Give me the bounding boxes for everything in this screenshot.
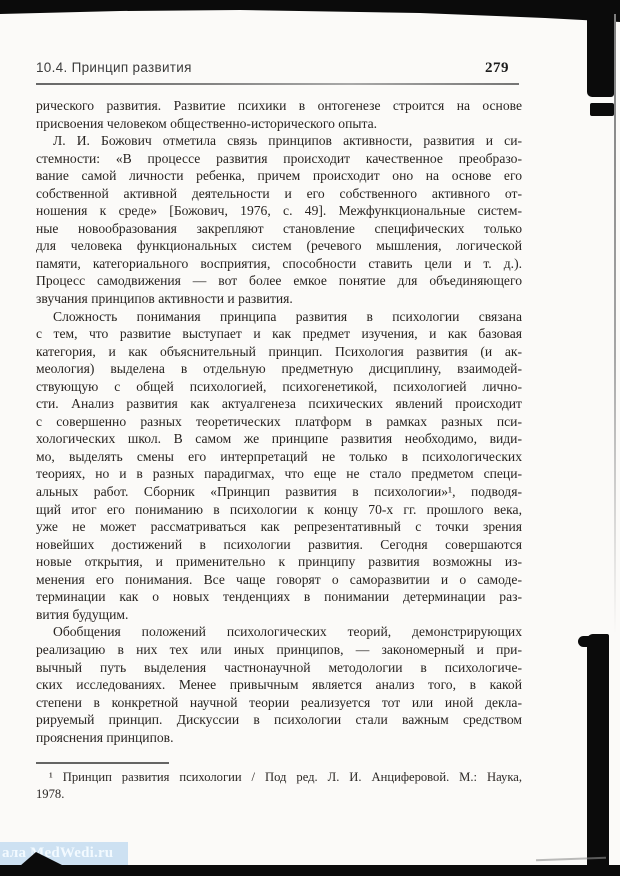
text-line: Л. И. Божович отметила связь принципов активности, развития и си-	[53, 133, 522, 149]
text-line: меология) выделена в отдельную предметную дисциплину, взаимодей-	[36, 361, 522, 377]
scan-edge-top-artifact	[0, 0, 620, 22]
watermark-text: ала MedWedi.ru	[2, 845, 114, 861]
text-line: категория, и как объяснительный принцип. Психология развития (и ак-	[36, 343, 522, 359]
scan-edge-bottom-artifact	[0, 865, 620, 876]
text-line: присвоения человеком общественно-исторического опыта.	[36, 115, 378, 131]
text-line: собственной активной деятельности и его собственного активного от-	[36, 185, 522, 201]
text-line: новые открытия, и применительно к принципу развития возможны из-	[36, 554, 522, 570]
scan-right-line-artifact	[614, 14, 616, 634]
text-line: звучания принципов активности и развития.	[36, 291, 293, 307]
text-line: сти. Анализ развития как актуалгенеза психических явлений происходит	[36, 396, 522, 412]
text-line: реализацию в них тех или иных принципов, — закономерный и при-	[36, 641, 522, 657]
text-line: альных работ. Сборник «Принцип развития в психологии»¹, подводя-	[36, 484, 522, 500]
paragraph	[36, 97, 522, 132]
scan-bottom-bump-artifact	[20, 852, 64, 866]
text-line: Процесс самодвижения — вот более емкое понятие для объединяющего	[36, 273, 522, 289]
text-line: Обобщения положений психологических теорий, демонстрирующих	[53, 624, 522, 640]
text-line: для человека функциональных систем (речевого мышления, логической	[36, 238, 522, 254]
text-line: вития будущим.	[36, 606, 129, 622]
text-line: щий итог его пониманию в психологии к концу 70-х гг. прошлого века,	[36, 501, 522, 517]
scan-top-right-block-artifact	[587, 10, 614, 97]
text-line: рируемый принцип. Дискуссии в психологии стали важным средством	[36, 712, 522, 728]
text-line: памяти, категориального восприятия, способности ставить цели и т. д.).	[36, 255, 522, 271]
page-number: 279	[485, 60, 509, 76]
paragraph	[36, 623, 522, 746]
text-line: менения его понимания. Все чаще говорят о саморазвитии и о самоде-	[36, 571, 522, 587]
text-line: стемности: «В процессе развития происходит качественное преобразо-	[36, 150, 522, 166]
paragraph	[36, 132, 522, 307]
text-line: степени в конкретной научной теории реализуется тот или иной декла-	[36, 694, 522, 710]
text-line: мо, выделять смены его интерпретаций не только в психологических	[36, 448, 522, 464]
text-line: ные новообразования закрепляют становление специфических только	[36, 220, 522, 236]
text-line: вычный путь выделения частнонаучной методологии в психологиче-	[36, 659, 522, 675]
text-line: рического развития. Развитие психики в онтогенезе строится на основе	[36, 98, 522, 113]
footnote	[36, 769, 522, 803]
text-line: прояснения принципов.	[36, 729, 174, 745]
section-title: 10.4. Принцип развития	[36, 60, 192, 75]
text-line: терминации как о новых тенденциях в понимании детерминации раз-	[36, 589, 522, 605]
text-line: Сложность понимания принципа развития в психологии связана	[53, 308, 522, 324]
paragraph	[36, 308, 522, 624]
text-line: с тем, что развитие выступает и как предмет изучения, и как базовая	[36, 326, 522, 342]
text-line: хологических школ. В самом же принципе развития необходимо, види-	[36, 431, 522, 447]
text-line: ¹ Принцип развития психологии / Под ред. Л. И. Анциферовой. М.: Наука,	[49, 770, 522, 784]
text-line: ствующую с общей психологией, психогенетикой, психологией лично-	[36, 378, 522, 394]
text-line: уже не может рассматриваться как репрезентативный с точки зрения	[36, 519, 522, 535]
text-line: новейших достижений в психологии развития. Сегодня совершаются	[36, 536, 522, 552]
text-line: теориях, но и в разных парадигмах, что еще не стало предметом специ-	[36, 466, 522, 482]
text-line: вание самой личности ребенка, причем происходит оно на основе его	[36, 168, 522, 184]
footnote-rule	[36, 762, 169, 764]
body-text	[36, 97, 522, 746]
page-header	[36, 60, 519, 77]
header-rule	[36, 83, 519, 85]
text-line: ношения к среде» [Божович, 1976, с. 49]. Межфункциональные систем-	[36, 203, 522, 219]
text-line: 1978.	[36, 787, 65, 801]
text-line: с совершенно разных теоретических платформ в рамках разных пси-	[36, 413, 522, 429]
text-line: ских исследованиях. Менее привычным является анализ того, в какой	[36, 677, 522, 693]
scan-right-bar-artifact	[587, 634, 609, 876]
scan-top-right-bar-artifact	[590, 103, 614, 116]
